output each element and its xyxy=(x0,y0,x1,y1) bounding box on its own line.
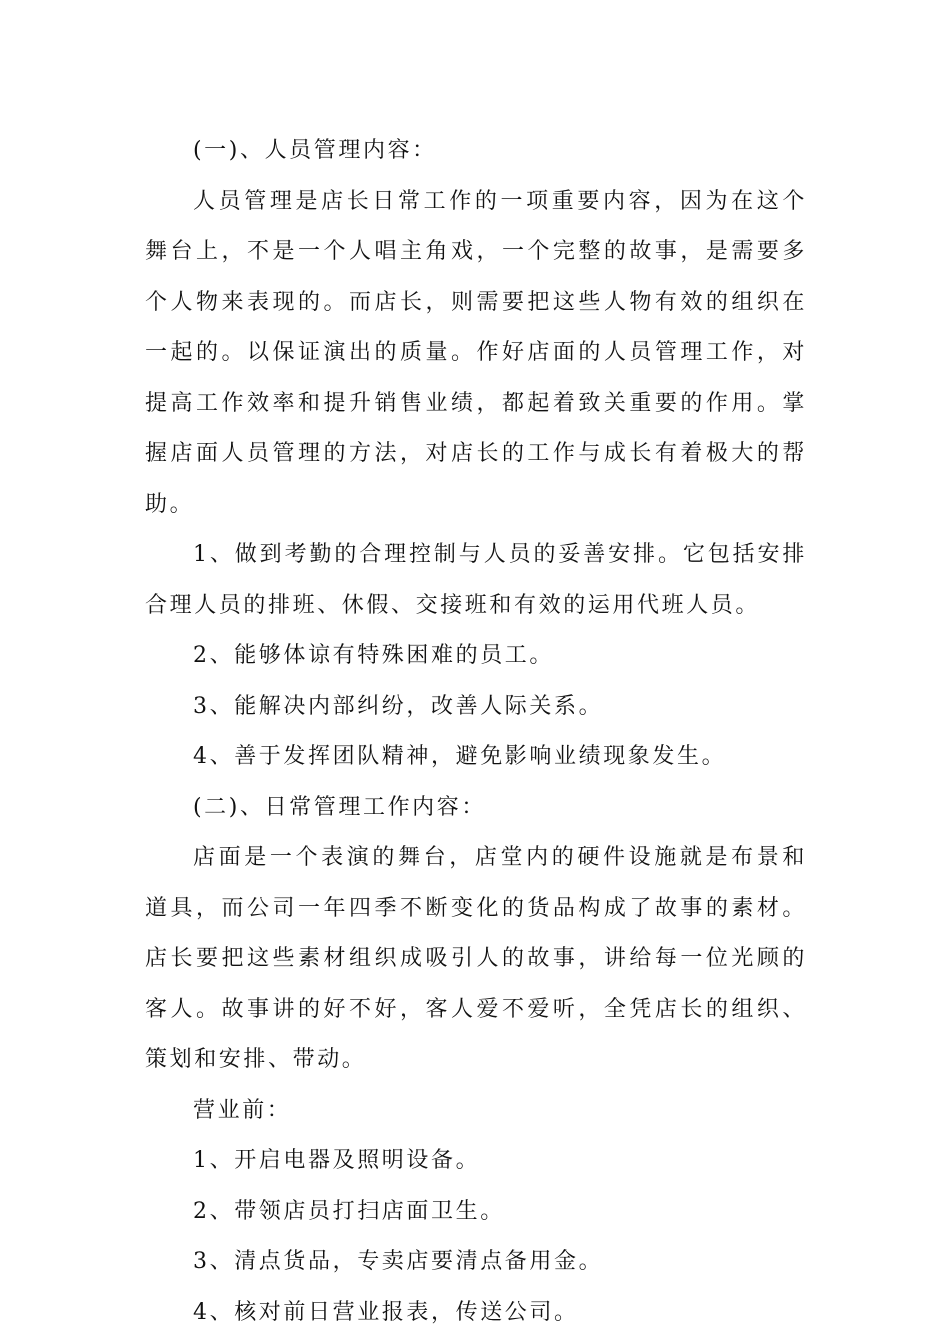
list-item-personnel-4: 4、善于发挥团队精神，避免影响业绩现象发生。 xyxy=(193,744,727,769)
section-heading-personnel: (一)、人员管理内容： xyxy=(193,138,437,163)
list-item-before-1: 1、开启电器及照明设备。 xyxy=(193,1148,481,1173)
paragraph-personnel-intro: 人员管理是店长日常工作的一项重要内容，因为在这个舞台上，不是一个人唱主角戏，一个完整的故事，是需要多个人物来表现的。而店长，则需要把这些人物有效的组织在一起的。以保证演出的质量。作好店面的人员管理工作，对提高工作效率和提升销售业绩，都起着致关重要的作用。掌握店面人员管理的方法，对店长的工作与成长有着极大的帮助。 xyxy=(145,188,807,517)
paragraph-daily-intro: 店面是一个表演的舞台，店堂内的硬件设施就是布景和道具，而公司一年四季不断变化的货品构成了故事的素材。店长要把这些素材组织成吸引人的故事，讲给每一位光顾的客人。故事讲的好不好，客人爱不爱听，全凭店长的组织、策划和安排、带动。 xyxy=(145,845,807,1072)
document-body xyxy=(145,126,807,1338)
subheading-before-business: 营业前： xyxy=(193,1097,292,1123)
list-item-before-4: 4、核对前日营业报表，传送公司。 xyxy=(193,1299,579,1325)
list-item-before-3: 3、清点货品，专卖店要清点备用金。 xyxy=(193,1249,604,1274)
list-item-before-2: 2、带领店员打扫店面卫生。 xyxy=(193,1198,505,1224)
list-item-personnel-2: 2、能够体谅有特殊困难的员工。 xyxy=(193,643,554,668)
section-heading-daily: (二)、日常管理工作内容： xyxy=(193,794,486,820)
list-item-personnel-3: 3、能解决内部纠纷，改善人际关系。 xyxy=(193,693,604,719)
list-item-personnel-1: 1、做到考勤的合理控制与人员的妥善安排。它包括安排合理人员的排班、休假、交接班和有效的运用代班人员。 xyxy=(145,542,807,618)
